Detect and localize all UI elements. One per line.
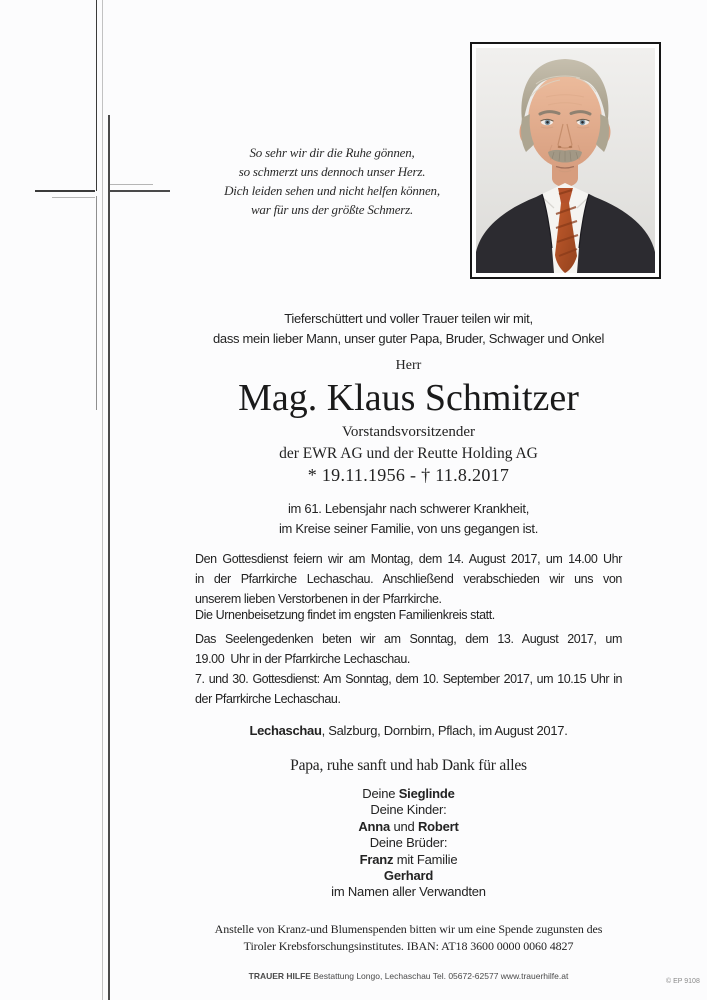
service-paragraph bbox=[195, 550, 622, 609]
farewell-heading: Papa, ruhe sanft und hab Dank für alles bbox=[290, 757, 527, 774]
service-line: in der Pfarrkirche Lechaschau. Anschließend verabschieden wir uns von bbox=[195, 571, 622, 586]
cross-line bbox=[35, 190, 95, 192]
cross-line bbox=[96, 196, 97, 410]
mourner-line bbox=[195, 819, 622, 835]
life-dates: * 19.11.1956 - † 11.8.2017 bbox=[307, 465, 510, 485]
anniversary-line: der Pfarrkirche Lechaschau. bbox=[195, 691, 341, 706]
print-code: © EP 9108 bbox=[666, 978, 700, 985]
cross-line bbox=[96, 0, 98, 191]
poem-line: So sehr wir dir die Ruhe gönnen, bbox=[249, 145, 415, 160]
service-line: unserem lieben Verstorbenen in der Pfarrkirche. bbox=[195, 591, 442, 606]
closing-rest: , Salzburg, Dornbirn, Pflach, im August 2017. bbox=[321, 723, 568, 738]
relatives-note: im Namen aller Verwandten bbox=[331, 884, 486, 900]
intro-line-1: Tieferschüttert und voller Trauer teilen wir mit, bbox=[284, 311, 533, 326]
mourner-line bbox=[195, 786, 622, 802]
anniversary-paragraph bbox=[195, 670, 622, 710]
cross-line bbox=[110, 184, 153, 185]
intro bbox=[195, 309, 622, 348]
cross-line bbox=[110, 190, 170, 192]
portrait-photo-frame bbox=[470, 42, 661, 279]
cross-line bbox=[52, 197, 95, 198]
portrait-photo bbox=[476, 48, 655, 273]
poem-line: so schmerzt uns dennoch unser Herz. bbox=[238, 164, 426, 179]
deceased-name: Mag. Klaus Schmitzer bbox=[238, 377, 579, 419]
passing-line-2: im Kreise seiner Familie, von uns gegangen ist. bbox=[278, 520, 539, 536]
passing-note bbox=[195, 499, 622, 538]
passing-line-1: im 61. Lebensjahr nach schwerer Krankheit, bbox=[287, 501, 530, 516]
mourner-name: Robert bbox=[417, 818, 459, 834]
mourner-prefix: Deine bbox=[362, 786, 399, 801]
mourner-line: Deine Brüder: bbox=[369, 835, 448, 851]
footer-brand: TRAUER HILFE bbox=[248, 971, 311, 981]
urn-note bbox=[195, 606, 622, 626]
closing-places bbox=[195, 721, 622, 741]
poem-line: war für uns der größte Schmerz. bbox=[250, 202, 414, 217]
memorial-line: Das Seelengedenken beten wir am Sonntag, dem 13. August 2017, um bbox=[195, 632, 622, 646]
poem-line: Dich leiden sehen und nicht helfen können, bbox=[224, 183, 440, 198]
memorial-paragraph bbox=[195, 630, 622, 670]
poem bbox=[187, 143, 477, 219]
mourner-line bbox=[195, 852, 622, 868]
footer-info: Bestattung Longo, Lechaschau Tel. 05672-62577 www.trauerhilfe.at bbox=[310, 971, 569, 981]
mourner-mid: und bbox=[390, 818, 418, 834]
mourner-name: Sieglinde bbox=[398, 786, 455, 801]
mourner-name: Anna bbox=[358, 818, 391, 834]
memorial-line: 19.00 Uhr in der Pfarrkirche Lechaschau. bbox=[195, 651, 410, 666]
closing-place-bold: Lechaschau bbox=[249, 723, 322, 738]
mourner-suffix: mit Familie bbox=[393, 851, 458, 867]
donation-note bbox=[195, 921, 622, 955]
anniversary-line: 7. und 30. Gottesdienst: Am Sonntag, dem 10. September 2017, um 10.15 Uhr in bbox=[195, 672, 622, 686]
deceased-title: Vorstandsvorsitzender bbox=[341, 424, 476, 440]
cross-line bbox=[108, 115, 110, 1000]
footer bbox=[195, 971, 622, 981]
mourner-line: Gerhard bbox=[383, 868, 434, 884]
donation-line-1: Anstelle von Kranz-und Blumenspenden bitten wir um eine Spende zugunsten des bbox=[214, 922, 603, 936]
intro-line-2: dass mein lieber Mann, unser guter Papa, Bruder, Schwager und Onkel bbox=[212, 330, 605, 346]
mourners bbox=[195, 786, 622, 901]
salutation: Herr bbox=[395, 358, 422, 373]
cross-line bbox=[102, 0, 103, 1000]
service-line: Den Gottesdienst feiern wir am Montag, dem 14. August 2017, um 14.00 Uhr bbox=[195, 552, 622, 566]
mourner-line: Deine Kinder: bbox=[370, 802, 447, 818]
donation-line-2: Tiroler Krebsforschungsinstitutes. IBAN: AT18 3600 0000 0060 4827 bbox=[243, 939, 574, 953]
mourner-name: Franz bbox=[359, 851, 394, 867]
deceased-company: der EWR AG und der Reutte Holding AG bbox=[279, 445, 538, 462]
urn-note-line: Die Urnenbeisetzung findet im engsten Familienkreis statt. bbox=[195, 608, 495, 622]
